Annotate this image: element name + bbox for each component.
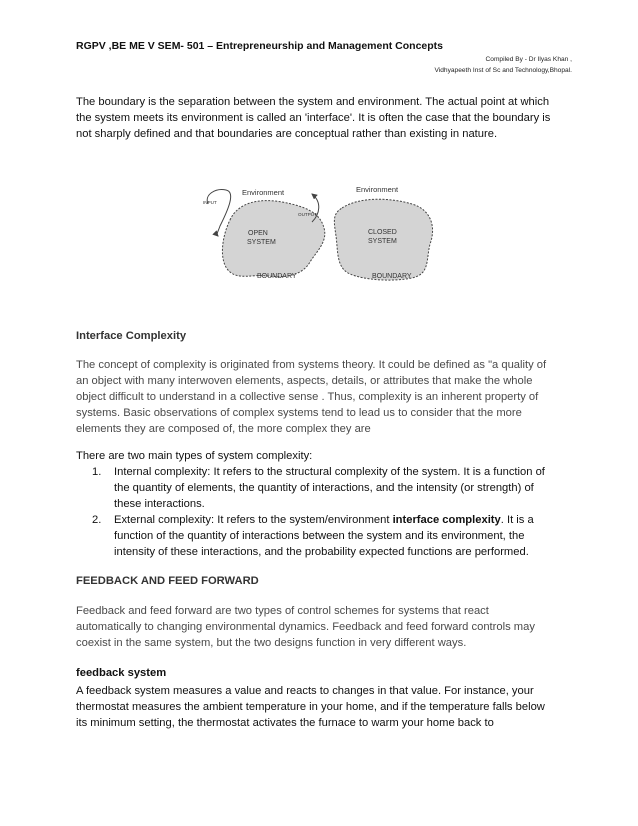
interface-complexity-heading: Interface Complexity <box>76 330 187 342</box>
output-label: OUTPUT <box>298 212 317 217</box>
complexity-types-list <box>92 464 562 560</box>
closed-label-2: SYSTEM <box>368 238 397 245</box>
env-left-label: Environment <box>242 188 285 197</box>
feedback-paragraph: Feedback and feed forward are two types of control schemes for systems that react automatically to changing environmental dynamics. Feedback and feed forward controls may coexist in the same system, but the two designs function in very different ways. <box>76 605 535 649</box>
open-label-2: SYSTEM <box>247 239 276 246</box>
feedback-heading: FEEDBACK AND FEED FORWARD <box>76 575 259 587</box>
list-item <box>92 464 562 512</box>
list-number: 2. <box>92 514 102 526</box>
input-label: INPUT <box>203 200 217 205</box>
open-label-1: OPEN <box>248 230 268 237</box>
env-right-label: Environment <box>356 185 399 194</box>
boundary-right-label: BOUNDARY <box>372 273 412 280</box>
complexity-paragraph: The concept of complexity is originated from systems theory. It could be defined as "a quality of an object with many interwoven elements, aspects, details, or attributes that make the whole object difficult to understand in a collective sense . Thus, complexity is an inherent property of systems. Basic observations of complex systems tend to lead us to consider that the more elements they are composed of, the more complex they are <box>76 359 547 435</box>
list-item-text: Internal complexity: It refers to the structural complexity of the system. It is a function of the quantity of elements, the quantity of interactions, and the intensity (or strength) of these interactions. <box>114 466 545 510</box>
credit-line-2: Vidhyapeeth Inst of Sc and Technology,Bhopal. <box>434 67 572 74</box>
complexity-types-intro: There are two main types of system complexity: <box>76 450 313 462</box>
system-boundary-diagram <box>200 180 440 290</box>
header-title: RGPV ,BE ME V SEM- 501 – Entrepreneurship and Management Concepts <box>76 40 443 52</box>
list-number: 1. <box>92 466 102 478</box>
list-item <box>92 512 562 560</box>
closed-label-1: CLOSED <box>368 229 397 236</box>
feedback-system-heading: feedback system <box>76 667 167 679</box>
list-item-text-start: External complexity: It refers to the system/environment <box>114 514 393 526</box>
list-item-text-end: . It is a function of the quantity of interactions between the system and its environment, the intensity of these interactions, and the probability expected functions are performed. <box>114 514 534 558</box>
feedback-system-paragraph: A feedback system measures a value and reacts to changes in that value. For instance, your thermostat measures the ambient temperature in your home, and if the temperature falls below its minimum setting, the thermostat activates the furnace to warm your home back to <box>76 685 545 729</box>
credit-line-1: Compiled By - Dr Ilyas Khan , <box>485 56 572 63</box>
list-item-bold: interface complexity <box>392 514 501 526</box>
boundary-paragraph: The boundary is the separation between the system and environment. The actual point at which the system meets its environment is called an 'interface'. It is often the case that the boundary is not sharply defined and that boundaries are conceptual rather than existing in nature. <box>76 96 551 140</box>
header-credit <box>435 54 572 76</box>
boundary-left-label: BOUNDARY <box>257 273 297 280</box>
